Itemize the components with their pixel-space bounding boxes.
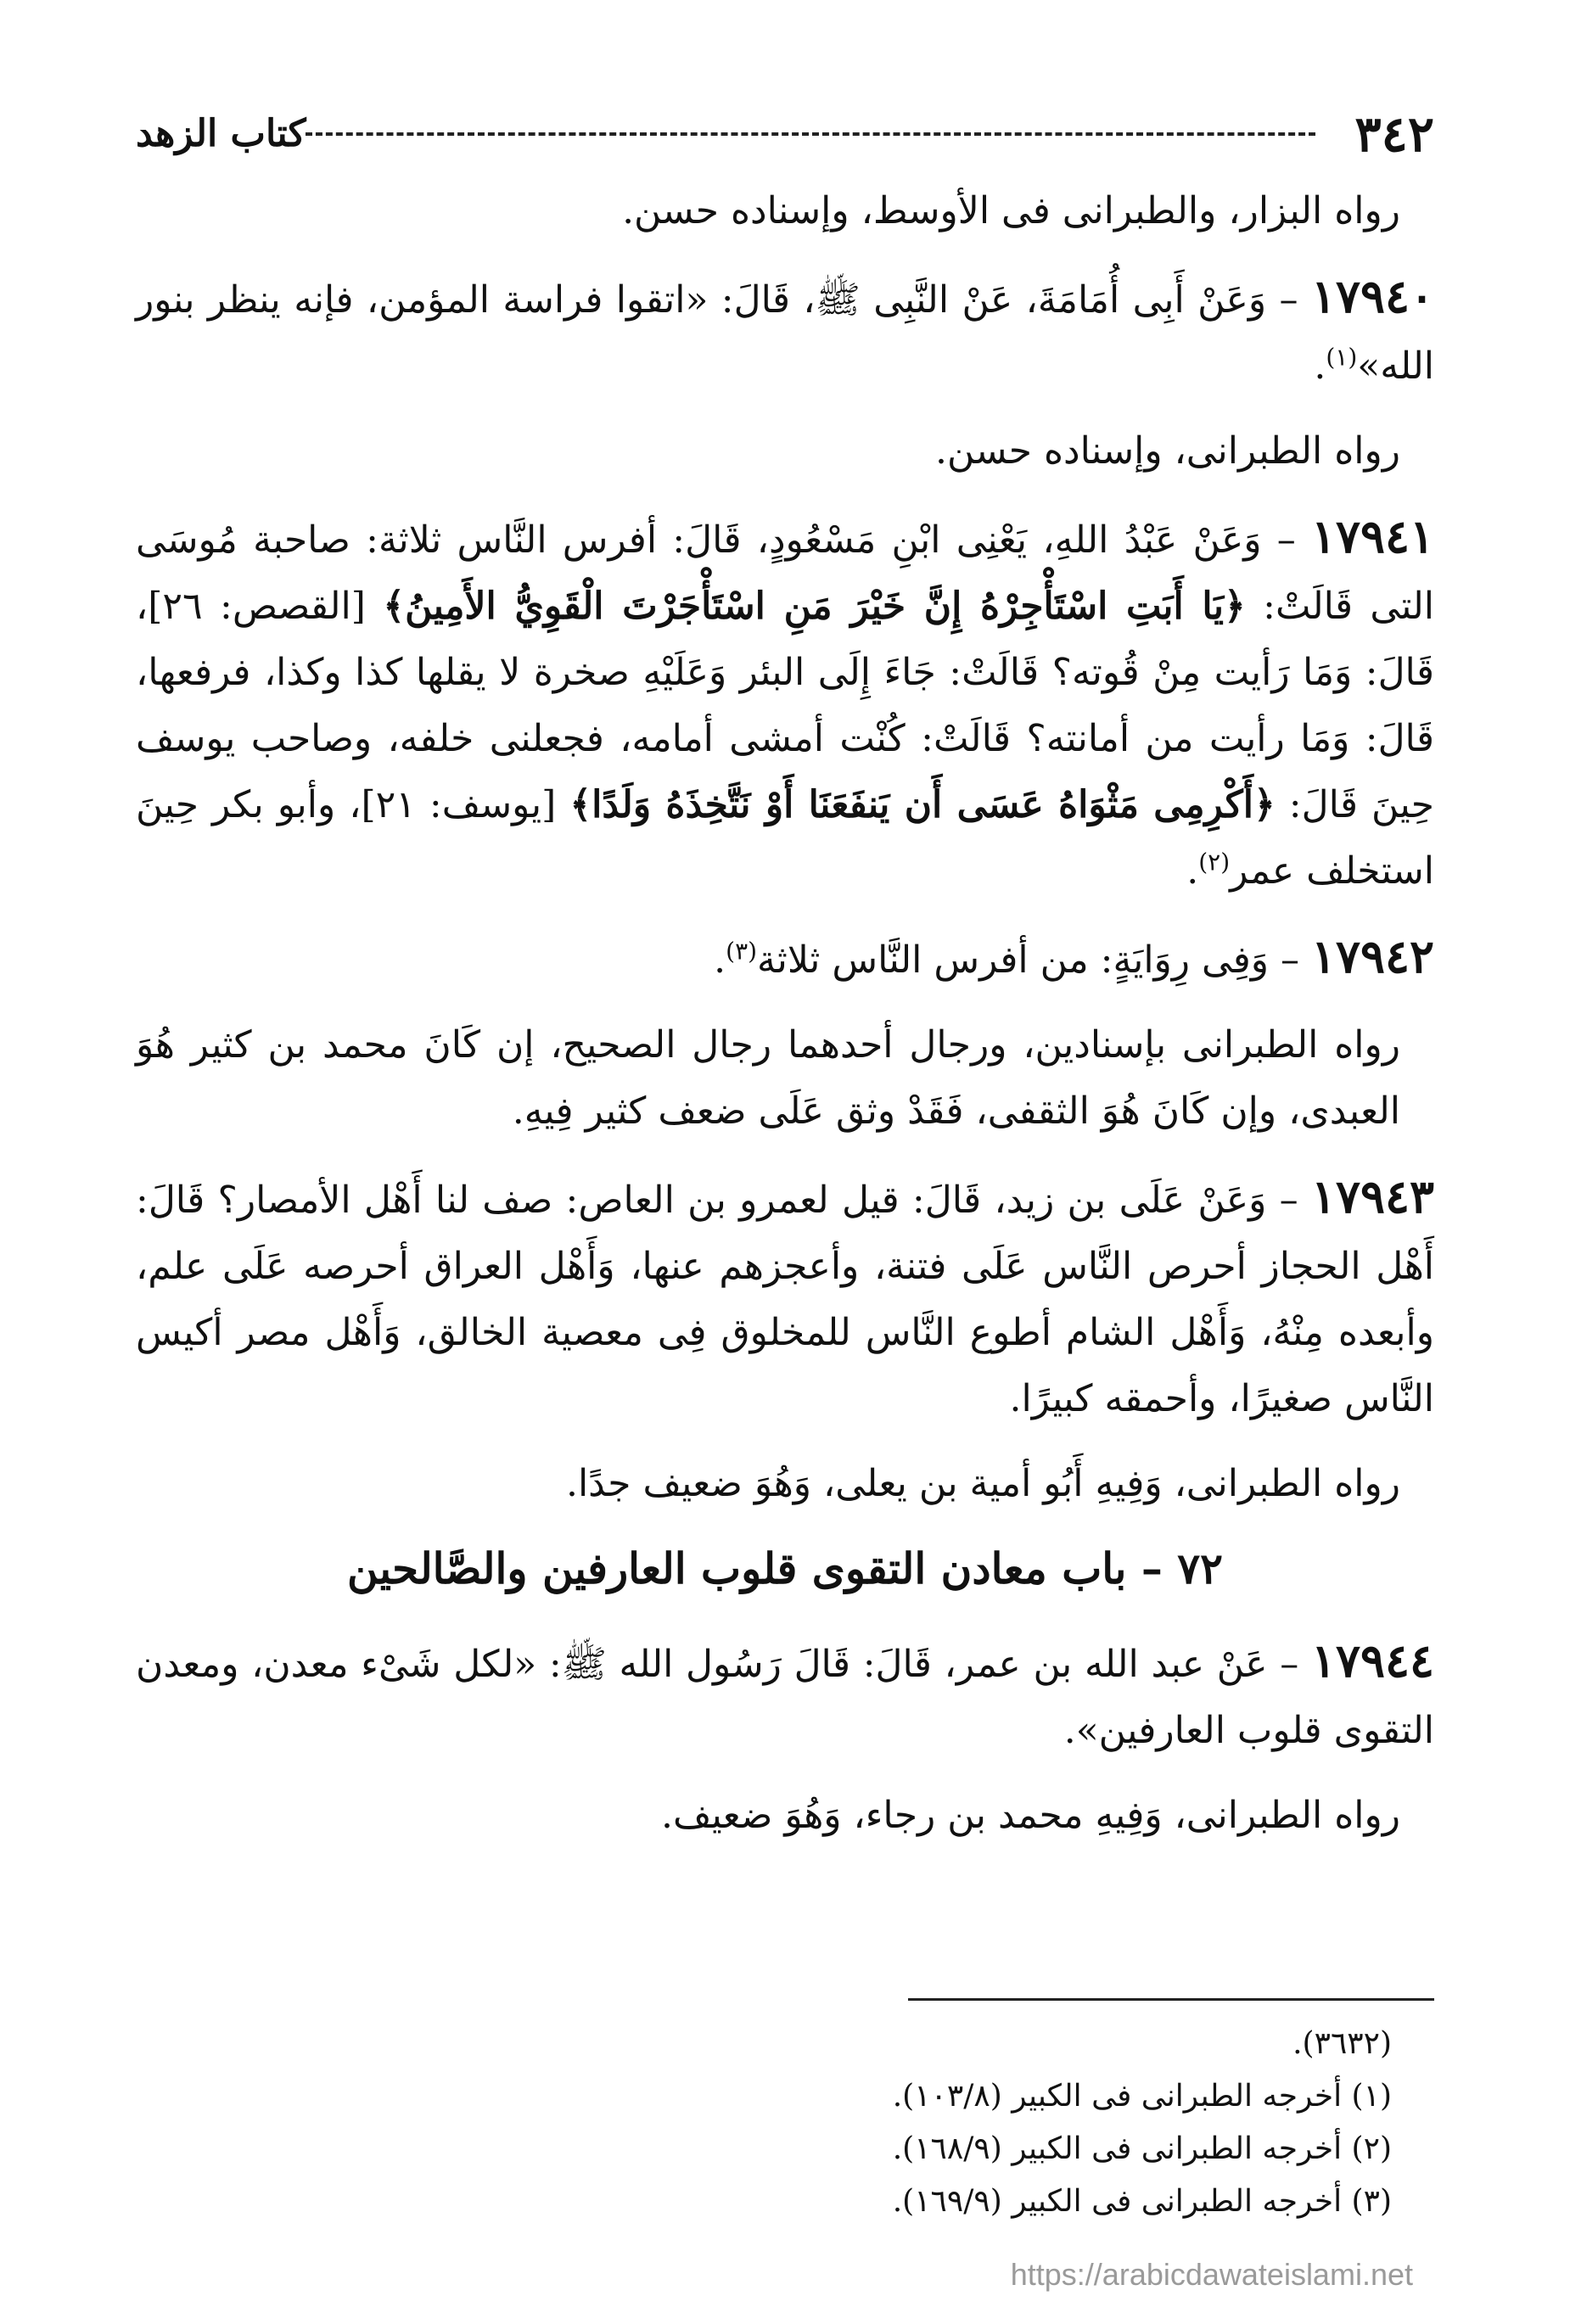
hadith-text: [يوسف: ٢١]، وأبو بكر حِينَ استخلف عمر <box>136 783 1434 893</box>
hadith-number: ١٧٩٤١ <box>1310 509 1434 563</box>
hadith-number: ١٧٩٤٢ <box>1310 929 1434 983</box>
narration-note: رواه الطبرانى، وَفِيهِ أَبُو أمية بن يعلى، وَهُوَ ضعيف جدًا. <box>565 1462 1400 1505</box>
narration-note: رواه الطبرانى، وَفِيهِ محمد بن رجاء، وَهُوَ ضعيف. <box>660 1794 1400 1837</box>
narration-note: رواه البزار، والطبرانى فى الأوسط، وإسناده حسن. <box>622 189 1400 232</box>
footnote-ref: (١) <box>1326 343 1358 372</box>
footnotes-section <box>136 1998 1434 2228</box>
page-body <box>136 178 1434 1868</box>
header-dashed-rule <box>306 132 1315 136</box>
hadith-number: ١٧٩٤٤ <box>1310 1633 1434 1688</box>
hadith-paragraph: ١٧٩٤١ – وَعَنْ عَبْدُ اللهِ، يَعْنِى ابْنِ مَسْعُودٍ، قَالَ: أفرس النَّاس ثلاثة: صاحبة مُوسَى التى قَالَتْ: ﴿يَا أَبَتِ اسْتَأْجِرْهُ إِنَّ خَيْرَ مَنِ اسْتَأْجَرْتَ الْقَوِيُّ الأَمِينُ﴾ [القصص: ٢٦]، قَالَ: وَمَا رَأيت مِنْ قُوته؟ قَالَتْ: جَاءَ إِلَى البئر وَعَلَيْهِ صخرة لا يقلها كذا وكذا، فرفعها، قَالَ: وَمَا رأيت من أمانته؟ قَالَتْ: كُنْت أمشى أمامه، فجعلنى خلفه، وصاحب يوسف حِينَ قَالَ: ﴿أَكْرِمِى مَثْوَاهُ عَسَى أَن يَنفَعَنَا أَوْ نَتَّخِذَهُ وَلَدًا﴾ [يوسف: ٢١]، وأبو بكر حِينَ استخلف عمر$^{(٢)}$. <box>136 509 1434 893</box>
page-number: ٣٤٢ <box>1354 105 1434 163</box>
footnote-ref-number: (٣٦٣٢). <box>1292 2026 1392 2061</box>
hadith-number: ١٧٩٤٣ <box>1310 1169 1434 1224</box>
footnote-item: (٣) أخرجه الطبرانى فى الكبير (١٦٩/٩). <box>892 2184 1392 2219</box>
hadith-text: – عَنْ عبد الله بن عمر، قَالَ: قَالَ رَسُول الله ﷺ: «لكل شَىْء معدن، ومعدن التقوى قلوب العارفين». <box>136 1643 1434 1752</box>
hadith-number: ١٧٩٤٠ <box>1310 269 1434 323</box>
quran-verse: ﴿يَا أَبَتِ اسْتَأْجِرْهُ إِنَّ خَيْرَ مَنِ اسْتَأْجَرْتَ الْقَوِيُّ الأَمِينُ﴾ <box>383 585 1246 628</box>
narration-note: رواه الطبرانى، وإسناده حسن. <box>935 429 1400 473</box>
hadith-text: – وَعَنْ أَبِى أُمَامَةَ، عَنْ النَّبِى ﷺ، قَالَ: «اتقوا فراسة المؤمن، فإنه ينظر بنور الله» <box>136 278 1434 388</box>
hadith-text: – وَفِى رِوَايَةٍ: من أفرس النَّاس ثلاثة <box>757 938 1311 982</box>
hadith-paragraph: ١٧٩٤٠ – وَعَنْ أَبِى أُمَامَةَ، عَنْ النَّبِى ﷺ، قَالَ: «اتقوا فراسة المؤمن، فإنه ينظر بنور الله»$^{(١)}$. <box>136 269 1434 388</box>
hadith-paragraph <box>136 1627 1434 1764</box>
watermark-url: https://arabicdawateislami.net <box>1010 2257 1413 2292</box>
hadith-paragraph: ١٧٩٤٢ – وَفِى رِوَايَةٍ: من أفرس النَّاس ثلاثة$^{(٣)}$. <box>714 929 1434 983</box>
quran-verse: ﴿أَكْرِمِى مَثْوَاهُ عَسَى أَن يَنفَعَنَا أَوْ نَتَّخِذَهُ وَلَدًا﴾ <box>569 783 1276 826</box>
hadith-paragraph <box>136 1163 1434 1432</box>
book-title: كتاب الزهد <box>136 112 306 155</box>
footnote-ref: (٢) <box>1198 848 1231 876</box>
hadith-text: [القصص: ٢٦]، قَالَ: وَمَا رَأيت مِنْ قُوته؟ قَالَتْ: جَاءَ إِلَى البئر وَعَلَيْهِ صخرة لا يقلها كذا وكذا، فرفعها، قَالَ: وَمَا رأيت من أمانته؟ قَالَتْ: كُنْت أمشى أمامه، فجعلنى خلفه، وصاحب يوسف حِينَ قَالَ: <box>136 585 1434 826</box>
hadith-text: – وَعَنْ عَلَى بن زيد، قَالَ: قيل لعمرو بن العاص: صف لنا أَهْل الأمصار؟ قَالَ: أَهْل الحجاز أحرص النَّاس عَلَى فتنة، وأعجزهم عنها، وَأَهْل العراق أحرصه عَلَى علم، وأبعده مِنْهُ، وَأَهْل الشام أطوع النَّاس للمخلوق فِى معصية الخالق، وَأَهْل مصر أكيس النَّاس صغيرًا، وأحمقه كبيرًا. <box>136 1179 1434 1420</box>
narration-note: رواه الطبرانى بإسنادين، ورجال أحدهما رجال الصحيح، إن كَانَ محمد بن كثير هُوَ العبدى، وإن كَانَ هُوَ الثقفى، فَقَدْ وثق عَلَى ضعف كثير فِيهِ. <box>136 1023 1400 1133</box>
footnote-item: (١) أخرجه الطبرانى فى الكبير (١٠٣/٨). <box>892 2079 1392 2114</box>
footnote-divider <box>908 1998 1434 2001</box>
footnote-ref: (٣) <box>726 937 758 966</box>
footnote-item: (٢) أخرجه الطبرانى فى الكبير (١٦٨/٩). <box>892 2131 1392 2166</box>
chapter-heading: ٧٢ – باب معادن التقوى قلوب العارفين والصَّالحين <box>347 1543 1223 1593</box>
hadith-text: – وَعَنْ عَبْدُ اللهِ، يَعْنِى ابْنِ مَسْعُودٍ، قَالَ: أفرس النَّاس ثلاثة: صاحبة مُوسَى التى قَالَتْ: <box>136 518 1434 628</box>
page-header <box>136 100 1434 168</box>
